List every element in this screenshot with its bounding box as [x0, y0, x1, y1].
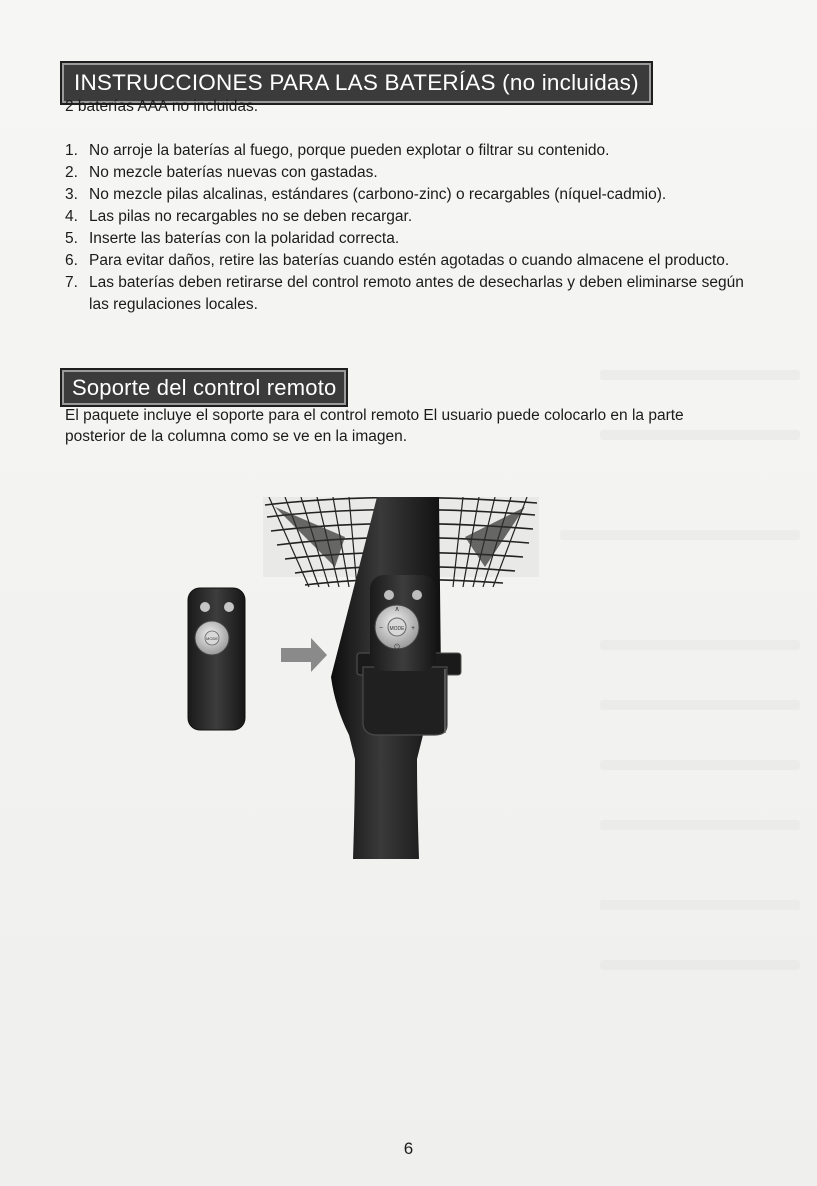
- holder-section-title: Soporte del control remoto: [60, 368, 348, 407]
- battery-section-title: INSTRUCCIONES PARA LAS BATERÍAS (no incluidas): [60, 61, 653, 105]
- list-item: [65, 162, 745, 184]
- list-item-number: 2.: [65, 164, 78, 181]
- mounted-remote: [370, 575, 436, 671]
- list-item: [65, 250, 745, 272]
- page-number: 6: [403, 1139, 414, 1158]
- list-item: [65, 272, 745, 316]
- list-item-number: 4.: [65, 208, 78, 225]
- list-item-text: Inserte las baterías con la polaridad correcta.: [89, 230, 400, 247]
- mounted-remote-up-glyph: ∧: [394, 606, 400, 613]
- bleed-through-mark: [600, 760, 800, 770]
- list-item-text: No arroje la baterías al fuego, porque pueden explotar o filtrar su contenido.: [89, 142, 610, 159]
- list-item-text: Las baterías deben retirarse del control remoto antes de desecharlas y deben eliminarse según las regulaciones locales.: [89, 274, 744, 313]
- mounted-remote-power-glyph: ⏻: [394, 644, 400, 651]
- bleed-through-mark: [560, 530, 800, 540]
- bleed-through-mark: [600, 370, 800, 380]
- arrow-icon: [281, 638, 327, 672]
- list-item: [65, 206, 745, 228]
- list-item-number: 7.: [65, 274, 78, 291]
- list-item: [65, 228, 745, 250]
- list-item-number: 1.: [65, 142, 78, 159]
- holder-description: El paquete incluye el soporte para el control remoto El usuario puede colocarlo en la parte posterior de la columna como se ve en la imagen.: [65, 407, 684, 445]
- battery-intro: 2 baterías AAA no incluidas.: [65, 98, 259, 115]
- bleed-through-mark: [600, 900, 800, 910]
- mounted-remote-plus-glyph: +: [410, 625, 416, 632]
- bleed-through-mark: [600, 640, 800, 650]
- list-item-text: No mezcle pilas alcalinas, estándares (carbono-zinc) o recargables (níquel-cadmio).: [89, 186, 667, 203]
- list-item: [65, 184, 745, 206]
- list-item-number: 3.: [65, 186, 78, 203]
- list-item-number: 5.: [65, 230, 78, 247]
- list-item: [65, 140, 745, 162]
- list-item-number: 6.: [65, 252, 78, 269]
- bleed-through-mark: [600, 820, 800, 830]
- list-item-text: Las pilas no recargables no se deben recargar.: [89, 208, 413, 225]
- remote-control: [188, 588, 245, 730]
- battery-instructions-list: [65, 140, 745, 316]
- bleed-through-mark: [600, 960, 800, 970]
- bleed-through-mark: [600, 700, 800, 710]
- list-item-text: Para evitar daños, retire las baterías cuando estén agotadas o cuando almacene el producto.: [89, 252, 730, 269]
- mounted-remote-mode-label: MODE: [389, 626, 405, 632]
- remote-holder-illustration: [185, 497, 545, 859]
- remote-mode-label: MODE: [206, 636, 218, 641]
- mounted-remote-minus-glyph: −: [378, 625, 384, 632]
- list-item-text: No mezcle baterías nuevas con gastadas.: [89, 164, 378, 181]
